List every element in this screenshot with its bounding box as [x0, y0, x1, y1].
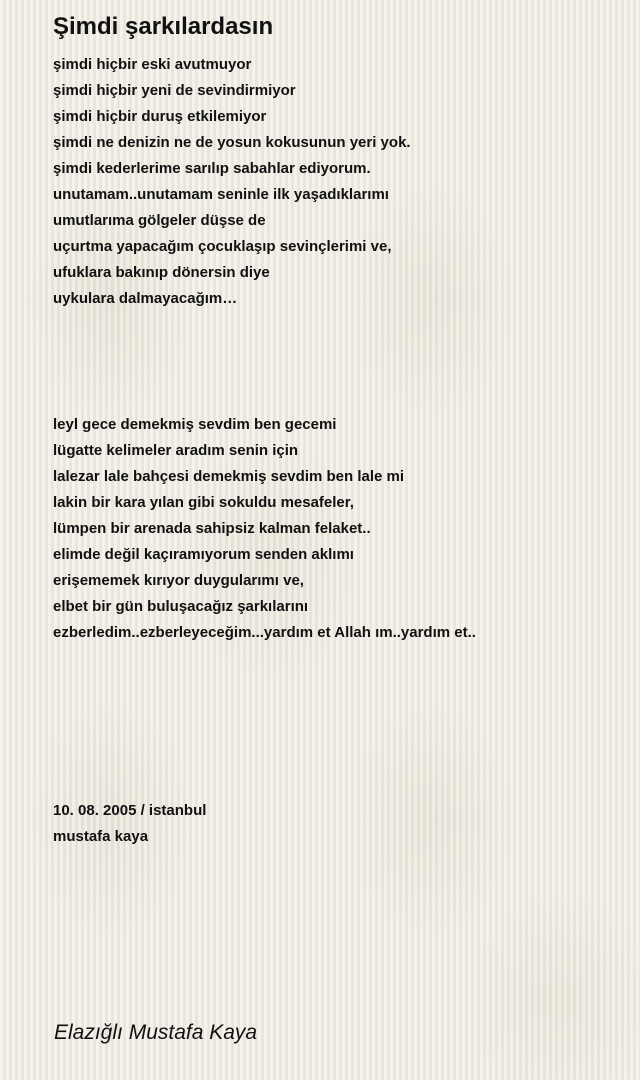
poem-line: şimdi ne denizin ne de yosun kokusunun yeri yok. — [53, 134, 411, 151]
stanza-2 — [53, 412, 476, 646]
poem-line: erişememek kırıyor duygularımı ve, — [53, 572, 304, 589]
poem-line: lakin bir kara yılan gibi sokuldu mesafeler, — [53, 494, 354, 511]
poem-line: lümpen bir arenada sahipsiz kalman felaket.. — [53, 520, 371, 537]
poem-line: unutamam..unutamam seninle ilk yaşadıklarımı — [53, 186, 389, 203]
poem-line: leyl gece demekmiş sevdim ben gecemi — [53, 416, 337, 433]
poem-line: lügatte kelimeler aradım senin için — [53, 442, 299, 459]
poem-line: şimdi hiçbir eski avutmuyor — [53, 56, 252, 73]
poem-line: ufuklara bakınıp dönersin diye — [53, 264, 270, 281]
poem-line: ezberledim..ezberleyeceğim...yardım et Allah ım..yardım et.. — [53, 624, 476, 641]
poem-line: uçurtma yapacağım çocuklaşıp sevinçlerimi ve, — [53, 238, 392, 255]
poem-line: şimdi hiçbir yeni de sevindirmiyor — [53, 82, 296, 99]
author-credit: Elazığlı Mustafa Kaya — [54, 1021, 258, 1044]
poem-line: lalezar lale bahçesi demekmiş sevdim ben lale mi — [53, 468, 405, 485]
poem-line: şimdi kederlerime sarılıp sabahlar ediyorum. — [53, 160, 371, 177]
poem-title: Şimdi şarkılardasın — [53, 13, 274, 40]
signature-name: mustafa kaya — [53, 828, 149, 845]
stanza-1 — [53, 52, 411, 312]
poem-line: şimdi hiçbir duruş etkilemiyor — [53, 108, 267, 125]
poem-line: umutlarıma gölgeler düşse de — [53, 212, 266, 229]
poem-line: uykulara dalmayacağım… — [53, 290, 238, 307]
poem-line: elbet bir gün buluşacağız şarkılarını — [53, 598, 309, 615]
poem-line: elimde değil kaçıramıyorum senden aklımı — [53, 546, 354, 563]
date-place: 10. 08. 2005 / istanbul — [53, 802, 207, 819]
poem-signature — [53, 798, 206, 850]
